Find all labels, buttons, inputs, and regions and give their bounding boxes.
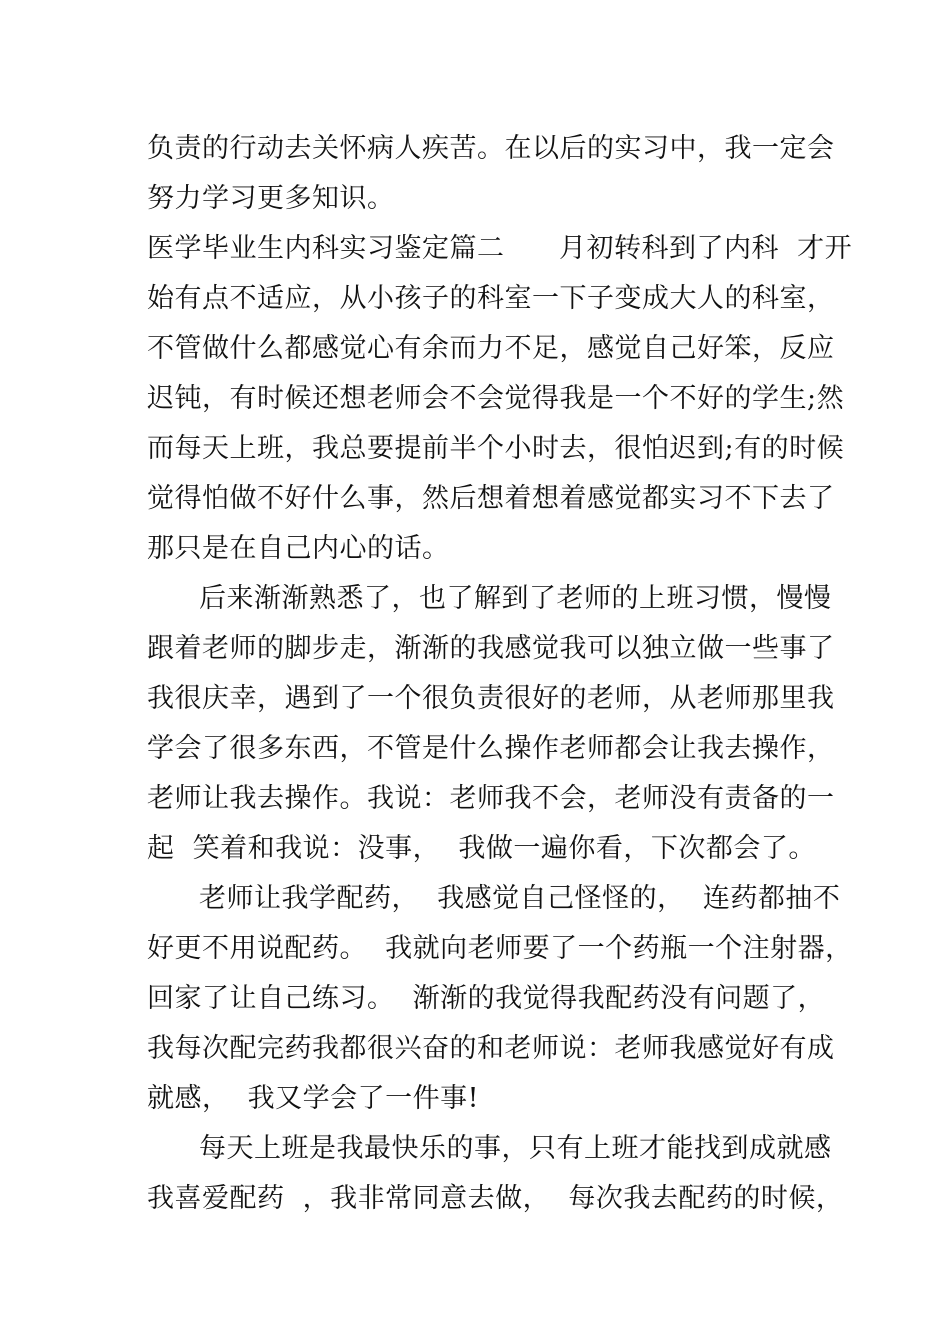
section-heading-line: 医学毕业生内科实习鉴定篇二 月初转科到了内科 才开 (147, 233, 853, 264)
text-line: 不管做什么都感觉心有余而力不足，感觉自己好笨，反应 (147, 333, 835, 364)
text-line: 我喜爱配药 ，我非常同意去做， 每次我去配药的时候， (147, 1183, 844, 1214)
text-line: 好更不用说配药。 我就向老师要了一个药瓶一个注射器， (147, 933, 853, 964)
text-line: 跟着老师的脚步走，渐渐的我感觉我可以独立做一些事了 (147, 633, 835, 664)
text-line: 老师让我去操作。我说：老师我不会，老师没有责备的一 (147, 783, 835, 814)
paragraph-first-line: 后来渐渐熟悉了，也了解到了老师的上班习惯，慢慢 (199, 583, 832, 614)
text-line: 努力学习更多知识。 (147, 183, 395, 214)
text-line: 回家了让自己练习。 渐渐的我觉得我配药没有问题了， (147, 983, 826, 1014)
text-line: 那只是在自己内心的话。 (147, 533, 450, 564)
text-line: 起 笑着和我说：没事， 我做一遍你看，下次都会了。 (147, 833, 816, 864)
text-line: 负责的行动去关怀病人疾苦。在以后的实习中，我一定会 (147, 133, 835, 164)
paragraph-first-line: 老师让我学配药， 我感觉自己怪怪的， 连药都抽不 (199, 883, 841, 914)
paragraph-first-line: 每天上班是我最快乐的事，只有上班才能找到成就感 (199, 1133, 832, 1164)
text-line: 迟钝，有时候还想老师会不会觉得我是一个不好的学生;然 (147, 383, 845, 414)
text-line: 始有点不适应，从小孩子的科室一下子变成大人的科室， (147, 283, 835, 314)
text-line: 就感， 我又学会了一件事! (147, 1083, 480, 1114)
text-line: 而每天上班，我总要提前半个小时去，很怕迟到;有的时候 (147, 433, 845, 464)
text-line: 学会了很多东西，不管是什么操作老师都会让我去操作， (147, 733, 835, 764)
text-line: 我很庆幸，遇到了一个很负责很好的老师，从老师那里我 (147, 683, 835, 714)
text-line: 我每次配完药我都很兴奋的和老师说：老师我感觉好有成 (147, 1033, 835, 1064)
text-line: 觉得怕做不好什么事，然后想着想着感觉都实习不下去了 (147, 483, 835, 514)
